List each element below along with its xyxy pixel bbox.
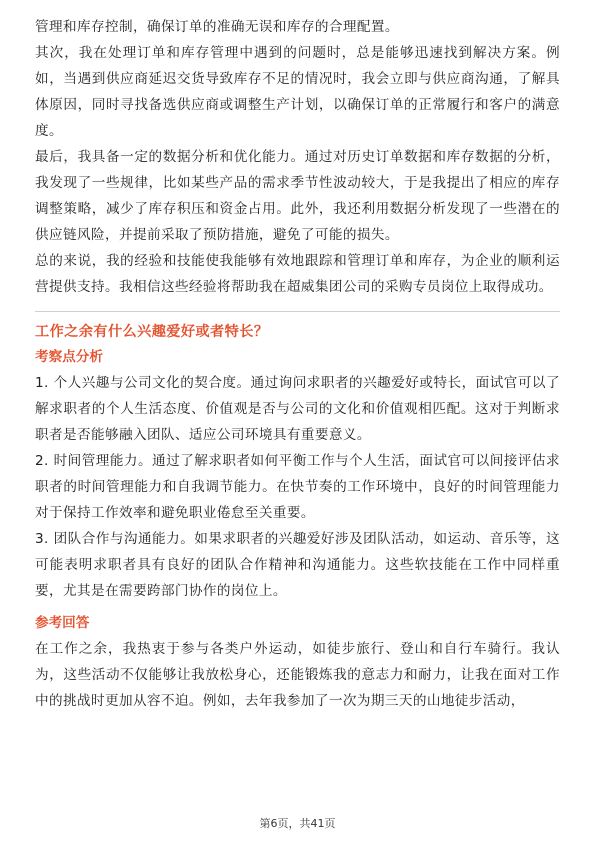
analysis-heading: 考察点分析	[35, 349, 103, 365]
question-heading: 工作之余有什么兴趣爱好或者特长？	[35, 324, 269, 340]
page-footer: 第6页，共41页	[259, 817, 336, 830]
analysis-point-2: 2. 时间管理能力。通过了解求职者如何平衡工作与个人生活，面试官可以间接评估求职者的时间管理能力和自我调节能力。在快节奏的工作环境中，良好的时间管理能力对于保持工作效率和避免职业倦怠至关重要。	[35, 453, 560, 521]
reference-answer-paragraph: 在工作之余，我热衷于参与各类户外运动，如徒步旅行、登山和自行车骑行。我认为，这些活动不仅能够让我放松身心，还能锻炼我的意志力和耐力，让我在面对工作中的挑战时更加从容不迫。例如，去年我参加了一次为期三天的山地徒步活动，	[35, 641, 560, 709]
answer-paragraph-continued: 管理和库存控制，确保订单的准确无误和库存的合理配置。	[35, 19, 399, 35]
reference-answer-heading: 参考回答	[35, 615, 90, 631]
analysis-point-1: 1. 个人兴趣与公司文化的契合度。通过询问求职者的兴趣爱好或特长，面试官可以了解求职者的个人生活态度、价值观是否与公司的文化和价值观相匹配。这对于判断求职者是否能够融入团队、适应公司环境具有重要意义。	[35, 375, 560, 443]
answer-paragraph-second: 其次，我在处理订单和库存管理中遇到的问题时，总是能够迅速找到解决方案。例如，当遇到供应商延迟交货导致库存不足的情况时，我会立即与供应商沟通，了解具体原因，同时寻找备选供应商或调整生产计划，以确保订单的正常履行和客户的满意度。	[35, 45, 560, 139]
answer-paragraph-summary: 总的来说，我的经验和技能使我能够有效地跟踪和管理订单和库存，为企业的顺利运营提供支持。我相信这些经验将帮助我在超威集团公司的采购专员岗位上取得成功。	[35, 253, 560, 295]
analysis-point-3: 3. 团队合作与沟通能力。如果求职者的兴趣爱好涉及团队活动，如运动、音乐等，这可能表明求职者具有良好的团队合作精神和沟通能力。这些软技能在工作中同样重要，尤其是在需要跨部门协作的岗位上。	[35, 531, 560, 599]
answer-paragraph-third: 最后，我具备一定的数据分析和优化能力。通过对历史订单数据和库存数据的分析，我发现了一些规律，比如某些产品的需求季节性波动较大，于是我提出了相应的库存调整策略，减少了库存积压和资金占用。此外，我还利用数据分析发现了一些潜在的供应链风险，并提前采取了预防措施，避免了可能的损失。	[35, 149, 560, 243]
section-divider	[35, 311, 560, 312]
document-page	[35, 14, 560, 714]
